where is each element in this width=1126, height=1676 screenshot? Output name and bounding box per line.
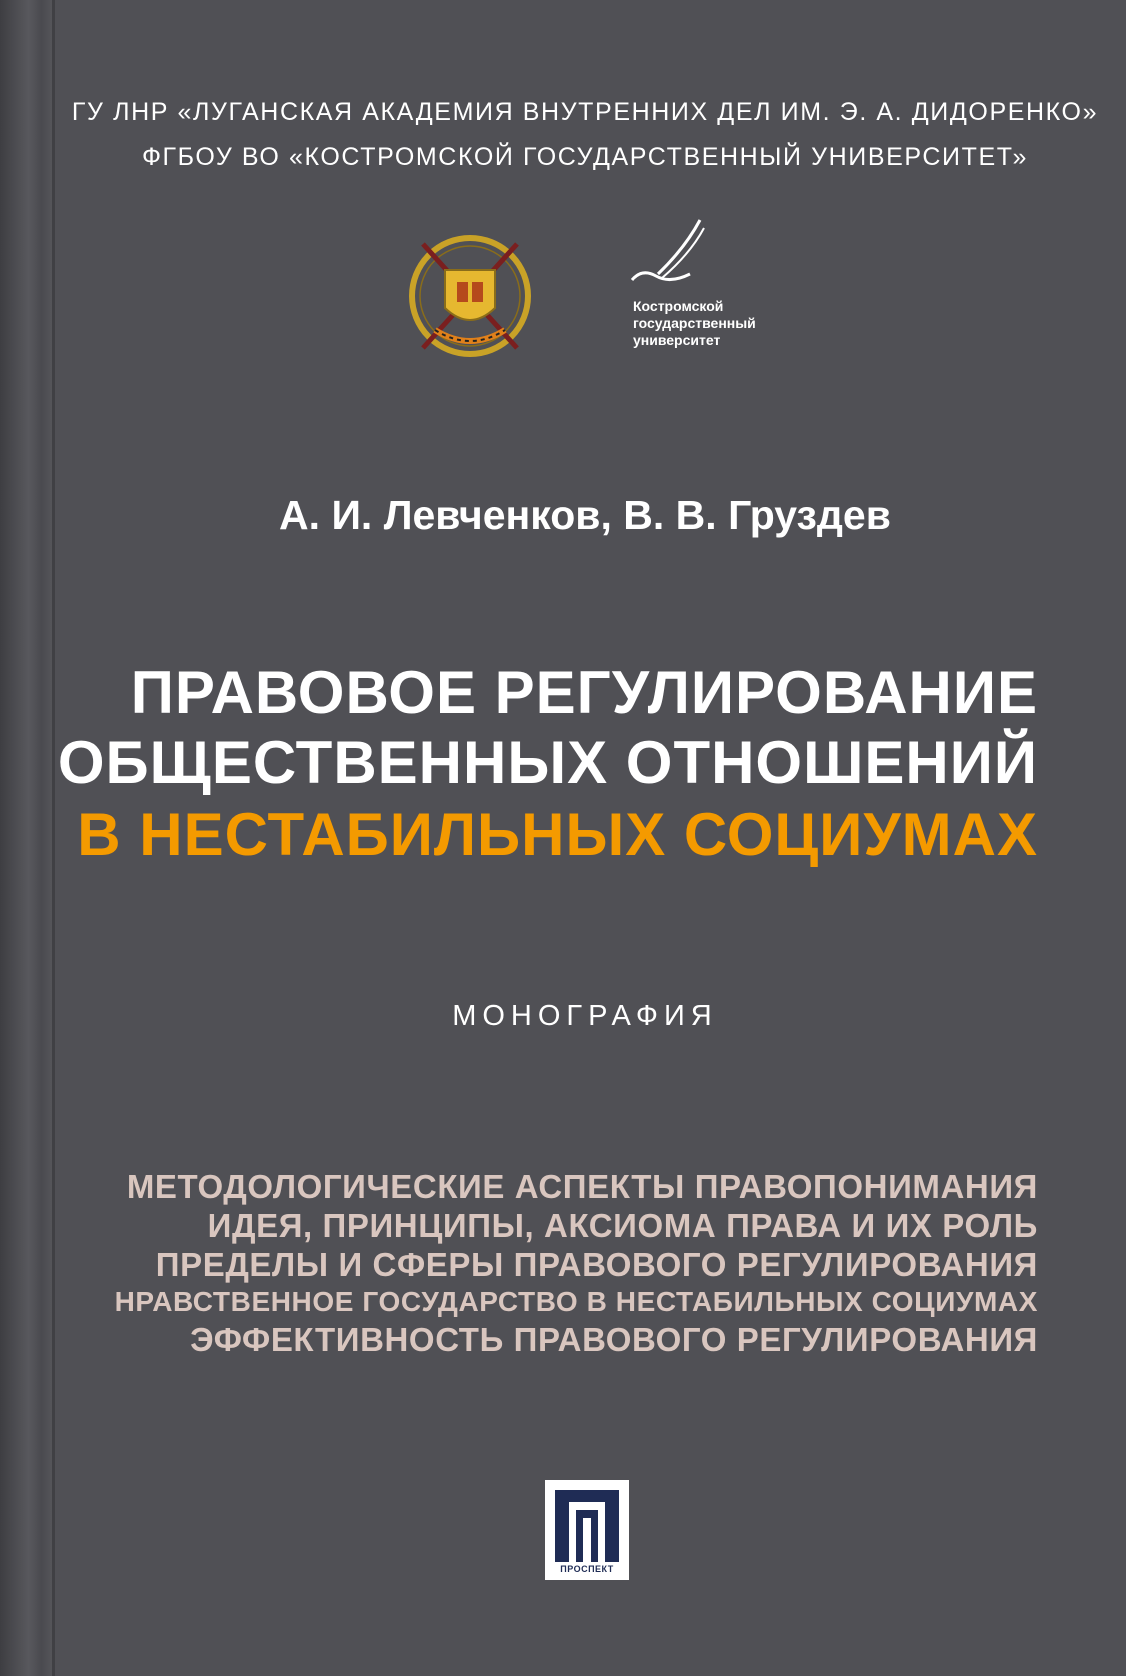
- topic-line-4: НРАВСТВЕННОЕ ГОСУДАРСТВО В НЕСТАБИЛЬНЫХ СОЦИУМАХ: [114, 1286, 1038, 1317]
- topic-line-1: МЕТОДОЛОГИЧЕСКИЕ АСПЕКТЫ ПРАВОПОНИМАНИЯ: [126, 1168, 1038, 1205]
- authors: А. И. Левченков, В. В. Груздев: [279, 492, 891, 538]
- ksu-line-3: университет: [633, 332, 721, 348]
- ksu-line-1: Костромской: [633, 298, 724, 314]
- title-line-3: В НЕСТАБИЛЬНЫХ СОЦИУМАХ: [77, 801, 1038, 868]
- org-line-2: ФГБОУ ВО «КОСТРОМСКОЙ ГОСУДАРСТВЕННЫЙ УНИВЕРСИТЕТ»: [141, 143, 1029, 171]
- title-line-1: ПРАВОВОЕ РЕГУЛИРОВАНИЕ: [130, 659, 1038, 726]
- academy-emblem-icon: [395, 230, 545, 360]
- org-line-1: ГУ ЛНР «ЛУГАНСКАЯ АКАДЕМИЯ ВНУТРЕННИХ ДЕЛ ИМ. Э. А. ДИДОРЕНКО»: [71, 98, 1099, 126]
- genre-label: МОНОГРАФИЯ: [452, 1000, 718, 1032]
- title-line-2: ОБЩЕСТВЕННЫХ ОТНОШЕНИЙ: [57, 729, 1038, 796]
- ksu-wordmark: [633, 298, 756, 349]
- ksu-logo-icon: [630, 218, 710, 296]
- topic-line-3: ПРЕДЕЛЫ И СФЕРЫ ПРАВОВОГО РЕГУЛИРОВАНИЯ: [155, 1246, 1038, 1283]
- publisher-name: ПРОСПЕКТ: [560, 1564, 614, 1574]
- ksu-line-2: государственный: [633, 315, 756, 331]
- publisher-logo: [545, 1480, 629, 1580]
- spine-edge: [52, 0, 55, 1676]
- topic-line-5: ЭФФЕКТИВНОСТЬ ПРАВОВОГО РЕГУЛИРОВАНИЯ: [190, 1321, 1038, 1358]
- book-spine: [0, 0, 52, 1676]
- publisher-gate-icon: [545, 1480, 629, 1564]
- topic-line-2: ИДЕЯ, ПРИНЦИПЫ, АКСИОМА ПРАВА И ИХ РОЛЬ: [207, 1207, 1038, 1244]
